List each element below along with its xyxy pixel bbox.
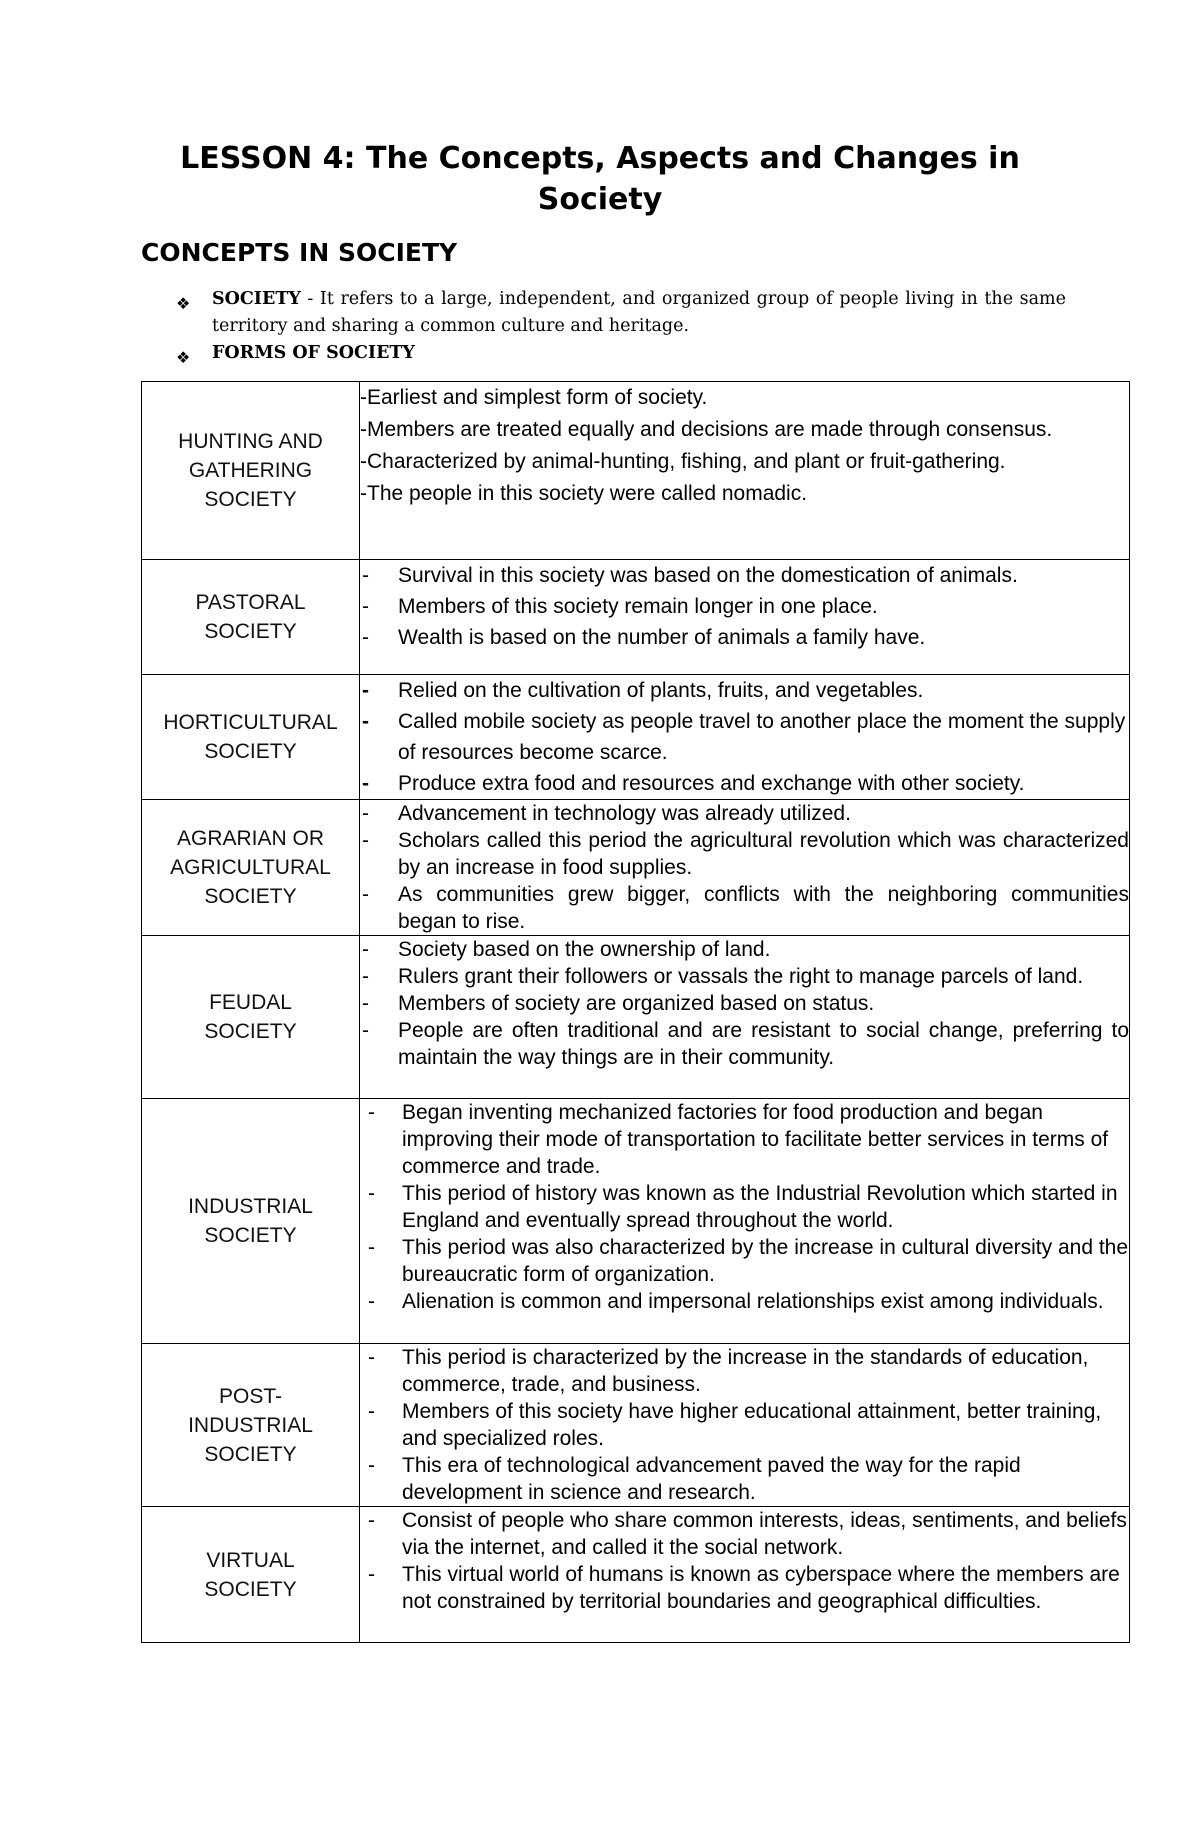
society-description-cell <box>360 936 1130 1099</box>
list-item: - Called mobile society as people travel to another place the moment the supply of resources become scarce. <box>362 710 1126 764</box>
list-item: - Alienation is common and impersonal relationships exist among individuals. <box>368 1290 1104 1313</box>
list-item: - This era of technological advancement paved the way for the rapid development in science and research. <box>368 1454 1021 1504</box>
list-item: - Began inventing mechanized factories for food production and began improving their mode of transportation to facilitate better services in terms of commerce and trade. <box>368 1101 1109 1178</box>
table-row <box>142 560 1130 675</box>
table-row <box>142 1344 1130 1507</box>
list-item: - Scholars called this period the agricultural revolution which was characterized by an increase in food supplies. <box>362 829 1129 879</box>
society-name-cell: FEUDAL SOCIETY <box>142 936 360 1099</box>
list-item: - Members of this society have higher educational attainment, better training, and specialized roles. <box>368 1400 1102 1450</box>
list-item: - Rulers grant their followers or vassals the right to manage parcels of land. <box>362 965 1084 988</box>
lesson-title-line1: LESSON 4: The Concepts, Aspects and Changes in <box>180 141 1020 176</box>
list-item: - Society based on the ownership of land. <box>362 938 771 961</box>
society-term: SOCIETY <box>212 289 301 309</box>
list-item: -Earliest and simplest form of society. <box>360 386 708 409</box>
table-row <box>142 1507 1130 1643</box>
list-item: -Characterized by animal-hunting, fishing, and plant or fruit-gathering. <box>360 450 1006 473</box>
society-name-cell: INDUSTRIAL SOCIETY <box>142 1099 360 1344</box>
society-description-cell <box>360 382 1130 560</box>
table-row <box>142 800 1130 936</box>
table-row <box>142 382 1130 560</box>
society-definition-text: - It refers to a large, independent, and organized group of people living in the same territory and sharing a common culture and heritage. <box>212 289 1066 336</box>
list-item: - Produce extra food and resources and exchange with other society. <box>362 772 1025 795</box>
society-name-cell: AGRARIAN OR AGRICULTURAL SOCIETY <box>142 800 360 936</box>
list-item: - This period was also characterized by the increase in cultural diversity and the bureaucratic form of organization. <box>368 1236 1129 1286</box>
society-description-cell <box>360 1507 1130 1643</box>
diamond-bullet-icon: ❖ <box>176 348 191 367</box>
society-description-cell <box>360 1099 1130 1344</box>
society-description-cell <box>360 675 1130 800</box>
list-item: - This period of history was known as the Industrial Revolution which started in England and eventually spread throughout the world. <box>368 1182 1118 1232</box>
society-name-cell: POST- INDUSTRIAL SOCIETY <box>142 1344 360 1507</box>
society-name-cell: VIRTUAL SOCIETY <box>142 1507 360 1643</box>
list-item: - Consist of people who share common interests, ideas, sentiments, and beliefs via the internet, and called it the social network. <box>368 1509 1127 1559</box>
society-name-cell: PASTORAL SOCIETY <box>142 560 360 675</box>
list-item: - Relied on the cultivation of plants, fruits, and vegetables. <box>362 679 924 702</box>
forms-heading-text: FORMS OF SOCIETY <box>212 343 415 363</box>
concept-bullets <box>176 286 1066 367</box>
list-item: - As communities grew bigger, conflicts with the neighboring communities began to rise. <box>362 883 1129 933</box>
list-item: - Wealth is based on the number of animals a family have. <box>362 626 926 649</box>
society-name-cell: HUNTING AND GATHERING SOCIETY <box>142 382 360 560</box>
lesson-title <box>140 138 1060 220</box>
table-row <box>142 675 1130 800</box>
society-description-cell <box>360 1344 1130 1507</box>
society-name-cell: HORTICULTURAL SOCIETY <box>142 675 360 800</box>
list-item: - This virtual world of humans is known as cyberspace where the members are not constrained by territorial boundaries and geographical difficulties. <box>368 1563 1120 1613</box>
list-item: - People are often traditional and are resistant to social change, preferring to maintain the way things are in their community. <box>362 1019 1129 1069</box>
table-row <box>142 936 1130 1099</box>
society-description-cell <box>360 560 1130 675</box>
list-item: -Members are treated equally and decisions are made through consensus. <box>360 418 1053 441</box>
list-item: - Survival in this society was based on the domestication of animals. <box>362 564 1018 587</box>
section-heading: CONCEPTS IN SOCIETY <box>141 238 458 267</box>
list-item: - Members of this society remain longer in one place. <box>362 595 878 618</box>
forms-of-society-table <box>141 381 1130 1643</box>
society-definition <box>176 286 1066 340</box>
diamond-bullet-icon: ❖ <box>176 294 191 313</box>
list-item: - This period is characterized by the increase in the standards of education, commerce, trade, and business. <box>368 1346 1089 1396</box>
list-item: -The people in this society were called nomadic. <box>360 482 808 505</box>
list-item: - Members of society are organized based on status. <box>362 992 875 1015</box>
table-row <box>142 1099 1130 1344</box>
forms-of-society-heading <box>176 340 1066 367</box>
society-description-cell <box>360 800 1130 936</box>
lesson-title-line2: Society <box>537 182 663 217</box>
list-item: - Advancement in technology was already utilized. <box>362 802 851 825</box>
